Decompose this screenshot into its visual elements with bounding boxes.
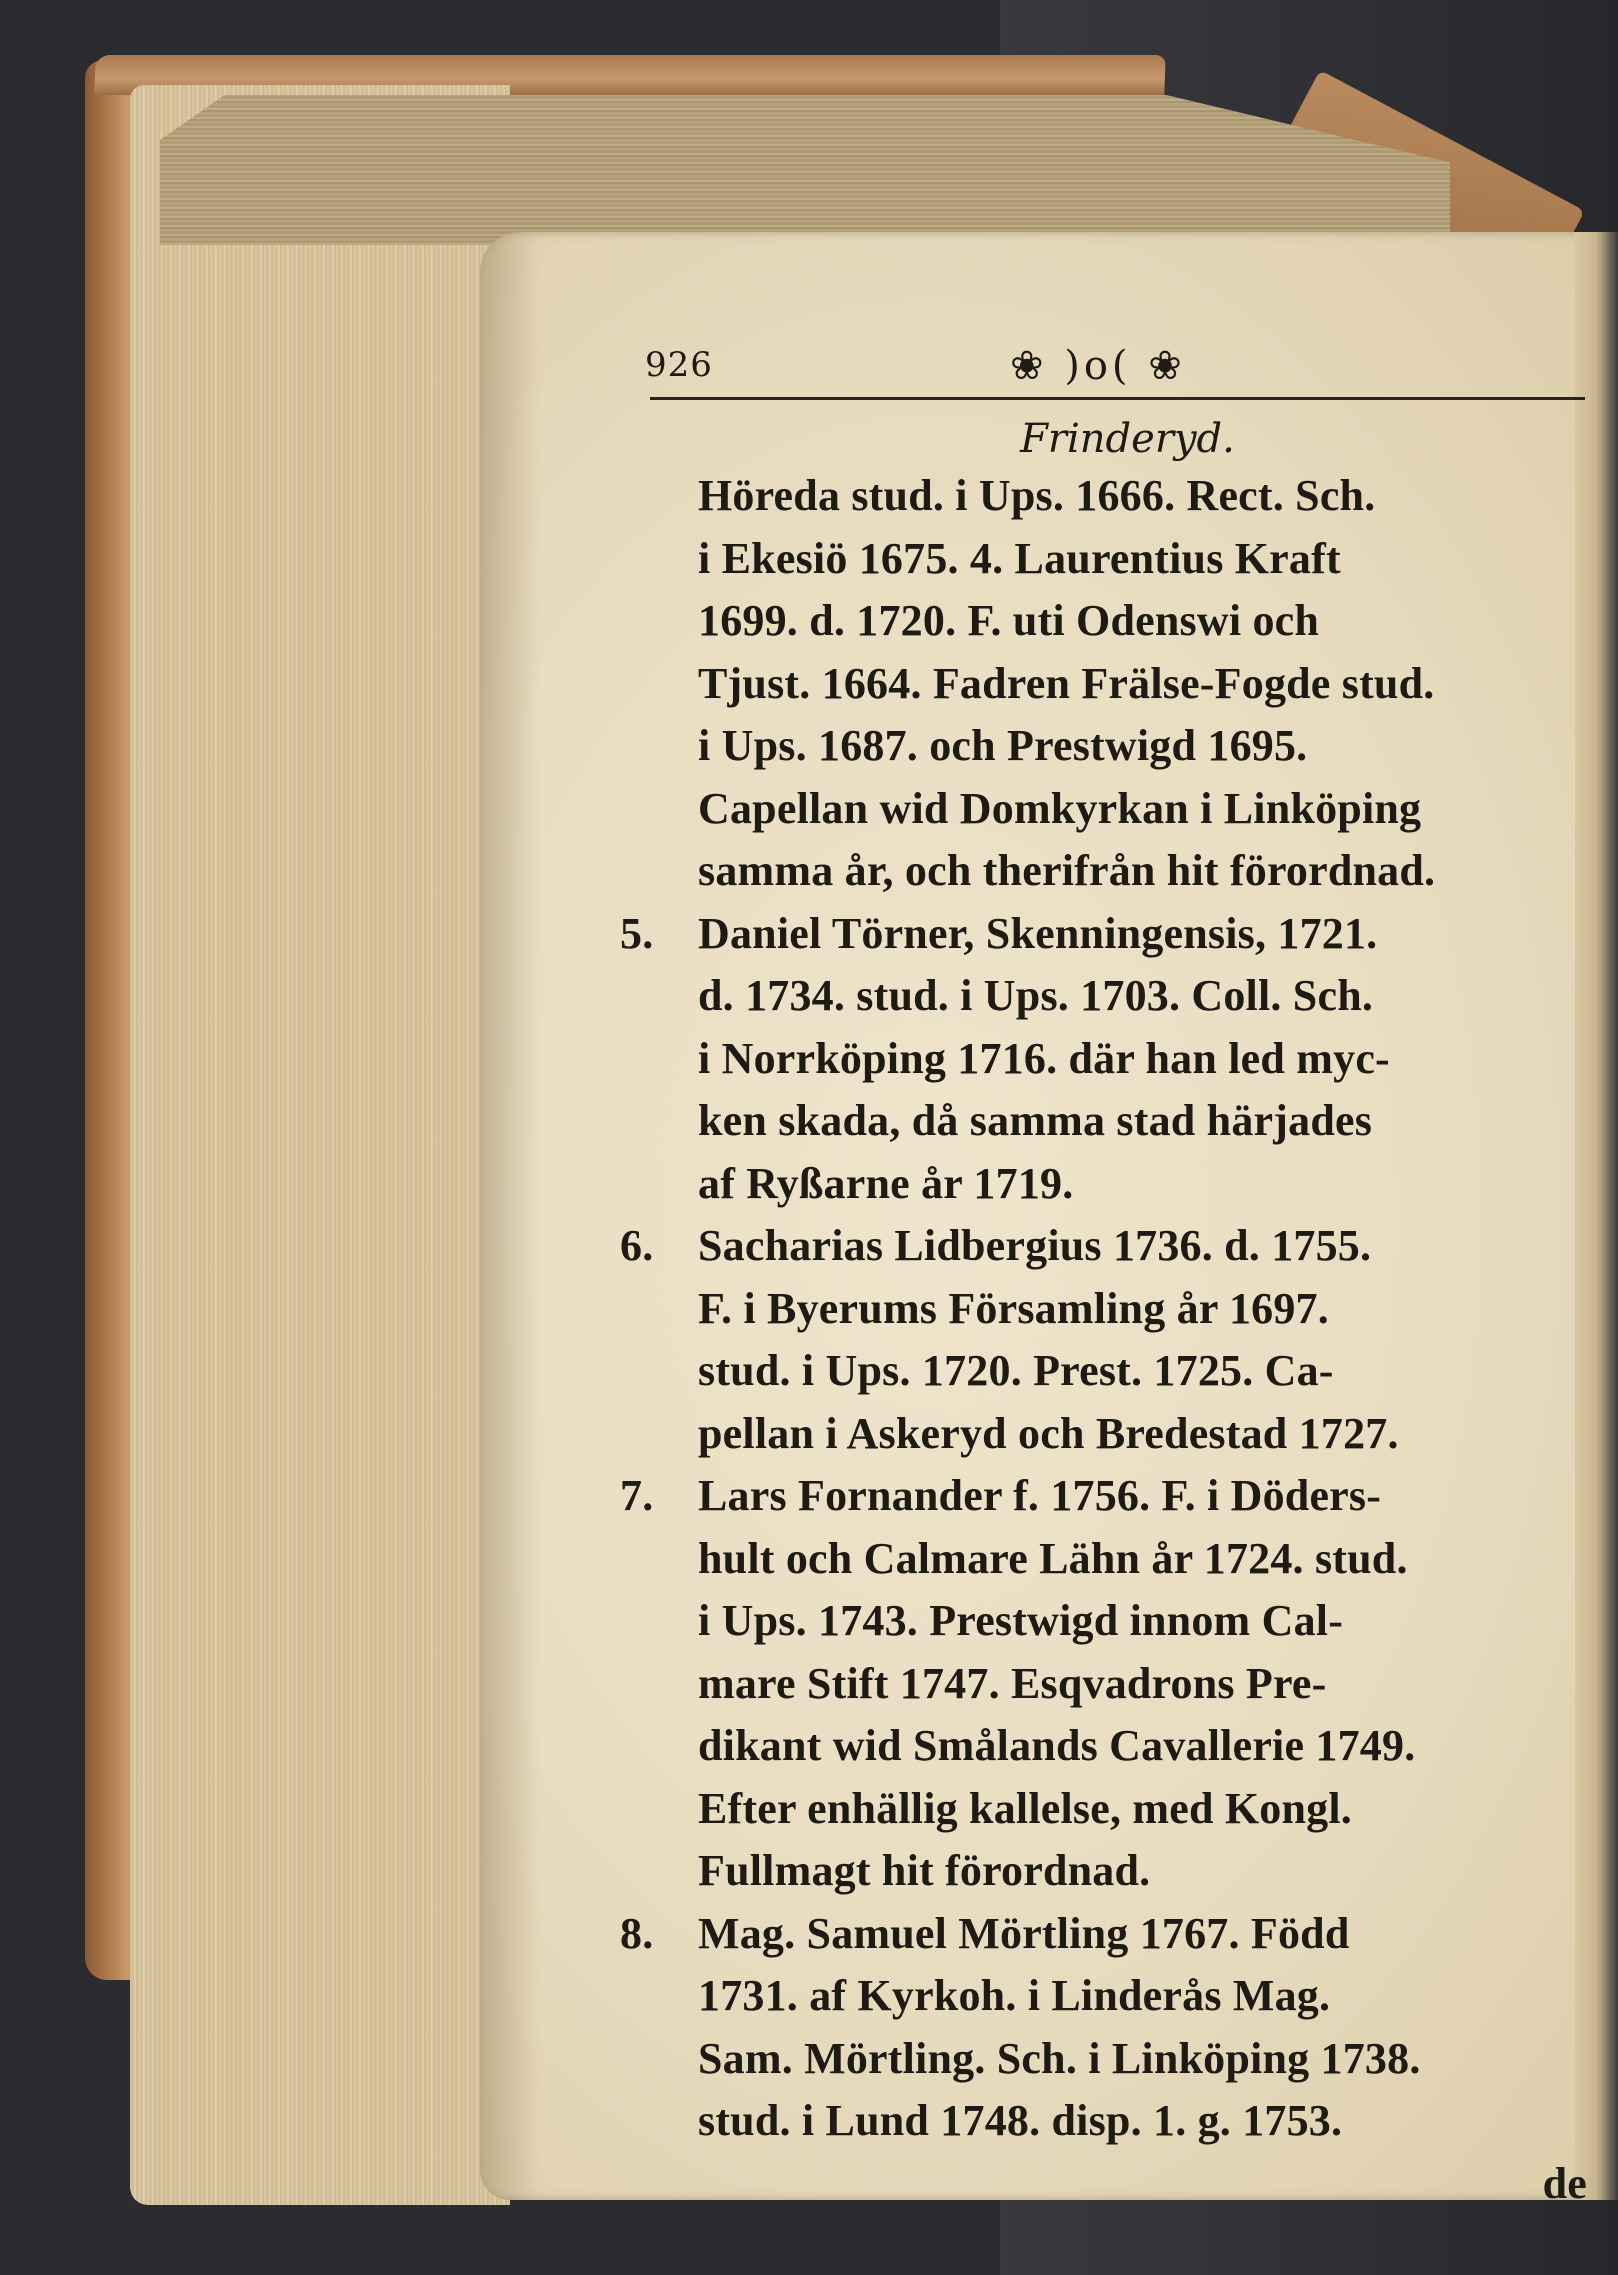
text-line <box>620 2028 1595 2091</box>
text-line <box>620 1153 1595 1216</box>
line-text: Mag. Samuel Mörtling 1767. Född <box>698 1908 1350 1958</box>
text-line <box>620 1840 1595 1903</box>
entry-number: 6. <box>620 1221 654 1270</box>
page-edges-top <box>160 95 1450 245</box>
text-line <box>620 1215 1595 1278</box>
line-text: d. 1734. stud. i Ups. 1703. Coll. Sch. <box>698 971 1374 1020</box>
text-line <box>620 465 1595 528</box>
line-text: F. i Byerums Församling år 1697. <box>698 1283 1329 1333</box>
line-text: af Ryßarne år 1719. <box>698 1158 1074 1208</box>
text-line <box>620 1903 1595 1966</box>
line-text: 1699. d. 1720. F. uti Odenswi och <box>698 596 1320 645</box>
line-text: Fullmagt hit förordnad. <box>698 1846 1151 1895</box>
text-line <box>620 1965 1595 2028</box>
entry-number: 7. <box>620 1471 654 1520</box>
line-text: i Ups. 1687. och Prestwigd 1695. <box>698 721 1308 770</box>
text-line <box>620 840 1595 903</box>
text-line <box>620 1465 1595 1528</box>
line-text: Daniel Törner, Skenningensis, 1721. <box>698 908 1378 958</box>
text-line <box>620 1590 1595 1653</box>
text-line <box>620 1340 1595 1403</box>
line-text: Lars Fornander f. 1756. F. i Döders- <box>698 1471 1382 1520</box>
text-line <box>620 1653 1595 1716</box>
running-head: Frinderyd. <box>1020 416 1235 462</box>
catchword: de <box>1542 2158 1587 2208</box>
line-text: mare Stift 1747. Esqvadrons Pre- <box>698 1658 1327 1708</box>
page-header <box>620 345 1595 405</box>
line-text: pellan i Askeryd och Bredestad 1727. <box>698 1408 1399 1458</box>
line-text: i Ups. 1743. Prestwigd innom Cal- <box>698 1596 1344 1645</box>
text-line <box>620 653 1595 716</box>
line-text: Capellan wid Domkyrkan i Linköping <box>698 783 1422 833</box>
line-text: dikant wid Smålands Cavallerie 1749. <box>698 1721 1416 1770</box>
line-text: i Norrköping 1716. där han led myc- <box>698 1033 1390 1083</box>
text-lines <box>620 465 1595 2153</box>
line-text: samma år, och therifrån hit förordnad. <box>698 846 1436 895</box>
text-line <box>620 903 1595 966</box>
line-text: stud. i Ups. 1720. Prest. 1725. Ca- <box>698 1346 1334 1395</box>
line-text: Sam. Mörtling. Sch. i Linköping 1738. <box>698 2033 1421 2083</box>
line-text: i Ekesiö 1675. 4. Laurentius Kraft <box>698 533 1341 583</box>
line-text: 1731. af Kyrkoh. i Linderås Mag. <box>698 1971 1331 2020</box>
text-line <box>620 1403 1595 1466</box>
line-text: Sacharias Lidbergius 1736. d. 1755. <box>698 1221 1372 1270</box>
text-line <box>620 528 1595 591</box>
entry-number: 8. <box>620 1908 654 1958</box>
line-text: ken skada, då samma stad härjades <box>698 1096 1373 1145</box>
text-line <box>620 1090 1595 1153</box>
page-text <box>620 345 1595 2215</box>
entry-number: 5. <box>620 908 654 958</box>
line-text: hult och Calmare Lähn år 1724. stud. <box>698 1533 1408 1583</box>
page-number: 926 <box>645 345 713 385</box>
page-gutter-shadow <box>480 232 540 2200</box>
text-line <box>620 715 1595 778</box>
text-line <box>620 1778 1595 1841</box>
text-line <box>620 1028 1595 1091</box>
page-edges-left <box>130 85 510 2205</box>
text-line <box>620 965 1595 1028</box>
text-line <box>620 1528 1595 1591</box>
line-text: stud. i Lund 1748. disp. 1. g. 1753. <box>698 2096 1343 2145</box>
header-ornament: ❀ )o( ❀ <box>1010 343 1186 389</box>
header-rule <box>650 397 1585 400</box>
line-text: Tjust. 1664. Fadren Frälse-Fogde stud. <box>698 658 1435 708</box>
text-line <box>620 778 1595 841</box>
text-line <box>620 590 1595 653</box>
line-text: Efter enhällig kallelse, med Kongl. <box>698 1783 1352 1833</box>
text-line <box>620 1278 1595 1341</box>
text-line <box>620 2090 1595 2153</box>
line-text: Höreda stud. i Ups. 1666. Rect. Sch. <box>698 471 1376 520</box>
text-line <box>620 1715 1595 1778</box>
